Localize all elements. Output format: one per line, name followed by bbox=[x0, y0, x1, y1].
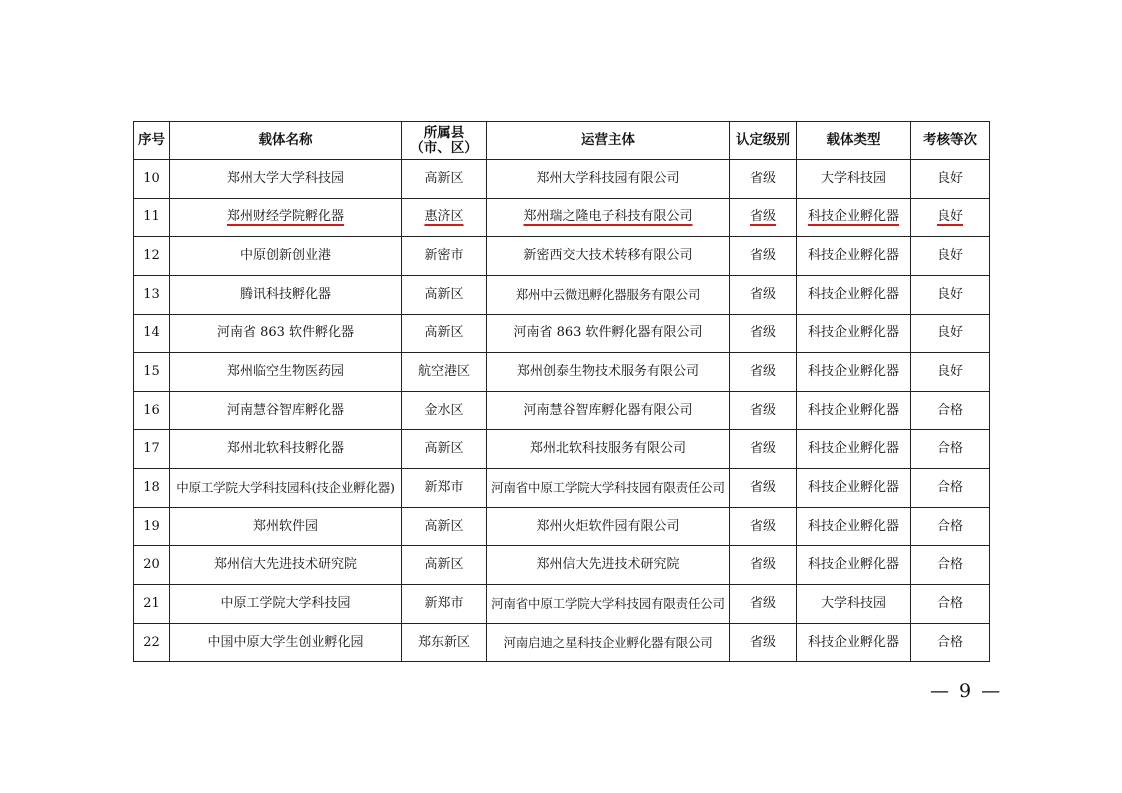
cell-seq: 12 bbox=[134, 237, 170, 276]
cell-grade bbox=[911, 198, 990, 237]
cell-level: 省级 bbox=[730, 275, 797, 314]
cell-grade: 合格 bbox=[911, 507, 990, 546]
table-row bbox=[134, 353, 990, 392]
cell-type: 科技企业孵化器 bbox=[797, 237, 911, 276]
cell-operator: 郑州火炬软件园有限公司 bbox=[487, 507, 730, 546]
cell-grade: 良好 bbox=[911, 353, 990, 392]
cell-type: 科技企业孵化器 bbox=[797, 391, 911, 430]
table-row bbox=[134, 507, 990, 546]
cell-level: 省级 bbox=[730, 585, 797, 624]
cell-county: 新郑市 bbox=[402, 469, 487, 508]
header-name: 载体名称 bbox=[170, 122, 402, 160]
cell-county: 航空港区 bbox=[402, 353, 487, 392]
cell-county: 高新区 bbox=[402, 507, 487, 546]
cell-county: 新密市 bbox=[402, 237, 487, 276]
cell-seq: 10 bbox=[134, 160, 170, 199]
cell-type: 大学科技园 bbox=[797, 160, 911, 199]
header-level: 认定级别 bbox=[730, 122, 797, 160]
cell-name: 中国中原大学生创业孵化园 bbox=[170, 623, 402, 662]
header-county bbox=[402, 122, 487, 160]
page-number: — 9 — bbox=[930, 680, 1003, 702]
cell-seq: 18 bbox=[134, 469, 170, 508]
cell-grade: 合格 bbox=[911, 623, 990, 662]
cell-grade: 良好 bbox=[911, 237, 990, 276]
header-operator: 运营主体 bbox=[487, 122, 730, 160]
table-row-highlighted bbox=[134, 198, 990, 237]
cell-grade: 良好 bbox=[911, 160, 990, 199]
cell-name: 郑州临空生物医药园 bbox=[170, 353, 402, 392]
cell-type: 科技企业孵化器 bbox=[797, 430, 911, 469]
cell-type: 科技企业孵化器 bbox=[797, 469, 911, 508]
header-seq: 序号 bbox=[134, 122, 170, 160]
cell-operator: 河南省 863 软件孵化器有限公司 bbox=[487, 314, 730, 353]
cell-county: 高新区 bbox=[402, 546, 487, 585]
cell-type: 科技企业孵化器 bbox=[797, 623, 911, 662]
cell-seq: 14 bbox=[134, 314, 170, 353]
cell-county: 高新区 bbox=[402, 275, 487, 314]
underlined-text: 郑州瑞之隆电子科技有限公司 bbox=[523, 209, 693, 225]
evaluation-table-container bbox=[133, 121, 990, 662]
cell-operator: 郑州中云微迅孵化器服务有限公司 bbox=[487, 275, 730, 314]
header-county-line1: 所属县 bbox=[423, 124, 465, 141]
cell-operator: 郑州信大先进技术研究院 bbox=[487, 546, 730, 585]
cell-type: 大学科技园 bbox=[797, 585, 911, 624]
cell-grade: 合格 bbox=[911, 430, 990, 469]
table-row bbox=[134, 585, 990, 624]
cell-operator: 郑州大学科技园有限公司 bbox=[487, 160, 730, 199]
underlined-text: 科技企业孵化器 bbox=[807, 209, 899, 225]
cell-grade: 良好 bbox=[911, 275, 990, 314]
cell-level: 省级 bbox=[730, 160, 797, 199]
table-row bbox=[134, 546, 990, 585]
cell-seq: 20 bbox=[134, 546, 170, 585]
cell-operator: 新密西交大技术转移有限公司 bbox=[487, 237, 730, 276]
cell-seq: 21 bbox=[134, 585, 170, 624]
underlined-text: 良好 bbox=[936, 209, 963, 225]
cell-operator: 河南省中原工学院大学科技园有限责任公司 bbox=[487, 585, 730, 624]
cell-operator: 郑州北软科技服务有限公司 bbox=[487, 430, 730, 469]
cell-county: 新郑市 bbox=[402, 585, 487, 624]
cell-seq: 16 bbox=[134, 391, 170, 430]
cell-grade: 合格 bbox=[911, 546, 990, 585]
cell-seq: 22 bbox=[134, 623, 170, 662]
table-header-row bbox=[134, 122, 990, 160]
table-row bbox=[134, 275, 990, 314]
cell-level: 省级 bbox=[730, 507, 797, 546]
underlined-text: 郑州财经学院孵化器 bbox=[226, 209, 344, 225]
cell-seq: 17 bbox=[134, 430, 170, 469]
cell-operator bbox=[487, 198, 730, 237]
cell-name: 郑州北软科技孵化器 bbox=[170, 430, 402, 469]
cell-level: 省级 bbox=[730, 623, 797, 662]
cell-type: 科技企业孵化器 bbox=[797, 546, 911, 585]
underlined-text: 省级 bbox=[749, 209, 776, 225]
cell-county: 金水区 bbox=[402, 391, 487, 430]
cell-grade: 合格 bbox=[911, 391, 990, 430]
cell-name: 河南慧谷智库孵化器 bbox=[170, 391, 402, 430]
cell-operator: 郑州创泰生物技术服务有限公司 bbox=[487, 353, 730, 392]
cell-level: 省级 bbox=[730, 430, 797, 469]
cell-seq: 15 bbox=[134, 353, 170, 392]
cell-county: 郑东新区 bbox=[402, 623, 487, 662]
cell-operator: 河南慧谷智库孵化器有限公司 bbox=[487, 391, 730, 430]
cell-name: 郑州信大先进技术研究院 bbox=[170, 546, 402, 585]
cell-name bbox=[170, 198, 402, 237]
header-type: 载体类型 bbox=[797, 122, 911, 160]
underlined-text: 惠济区 bbox=[424, 209, 464, 225]
cell-grade: 合格 bbox=[911, 469, 990, 508]
table-row bbox=[134, 314, 990, 353]
table-row bbox=[134, 623, 990, 662]
header-county-line2: （市、区） bbox=[410, 139, 478, 156]
cell-county bbox=[402, 198, 487, 237]
cell-name: 中原工学院大学科技园科(技企业孵化器) bbox=[170, 469, 402, 508]
cell-name: 河南省 863 软件孵化器 bbox=[170, 314, 402, 353]
cell-type: 科技企业孵化器 bbox=[797, 275, 911, 314]
cell-name: 中原创新创业港 bbox=[170, 237, 402, 276]
cell-type: 科技企业孵化器 bbox=[797, 353, 911, 392]
cell-level: 省级 bbox=[730, 546, 797, 585]
table-row bbox=[134, 391, 990, 430]
cell-grade: 合格 bbox=[911, 585, 990, 624]
table-row bbox=[134, 160, 990, 199]
cell-type bbox=[797, 198, 911, 237]
cell-grade: 良好 bbox=[911, 314, 990, 353]
table-row bbox=[134, 469, 990, 508]
cell-operator: 河南省中原工学院大学科技园有限责任公司 bbox=[487, 469, 730, 508]
cell-county: 高新区 bbox=[402, 160, 487, 199]
cell-seq: 13 bbox=[134, 275, 170, 314]
cell-level: 省级 bbox=[730, 391, 797, 430]
cell-operator: 河南启迪之星科技企业孵化器有限公司 bbox=[487, 623, 730, 662]
cell-name: 腾讯科技孵化器 bbox=[170, 275, 402, 314]
cell-county: 高新区 bbox=[402, 314, 487, 353]
cell-county: 高新区 bbox=[402, 430, 487, 469]
cell-name: 郑州大学大学科技园 bbox=[170, 160, 402, 199]
table-row bbox=[134, 430, 990, 469]
cell-seq: 11 bbox=[134, 198, 170, 237]
cell-type: 科技企业孵化器 bbox=[797, 314, 911, 353]
cell-level: 省级 bbox=[730, 469, 797, 508]
table-row bbox=[134, 237, 990, 276]
cell-level: 省级 bbox=[730, 314, 797, 353]
header-grade: 考核等次 bbox=[911, 122, 990, 160]
cell-level: 省级 bbox=[730, 353, 797, 392]
cell-name: 郑州软件园 bbox=[170, 507, 402, 546]
cell-type: 科技企业孵化器 bbox=[797, 507, 911, 546]
evaluation-table bbox=[133, 121, 990, 662]
cell-name: 中原工学院大学科技园 bbox=[170, 585, 402, 624]
cell-seq: 19 bbox=[134, 507, 170, 546]
cell-level bbox=[730, 198, 797, 237]
cell-level: 省级 bbox=[730, 237, 797, 276]
